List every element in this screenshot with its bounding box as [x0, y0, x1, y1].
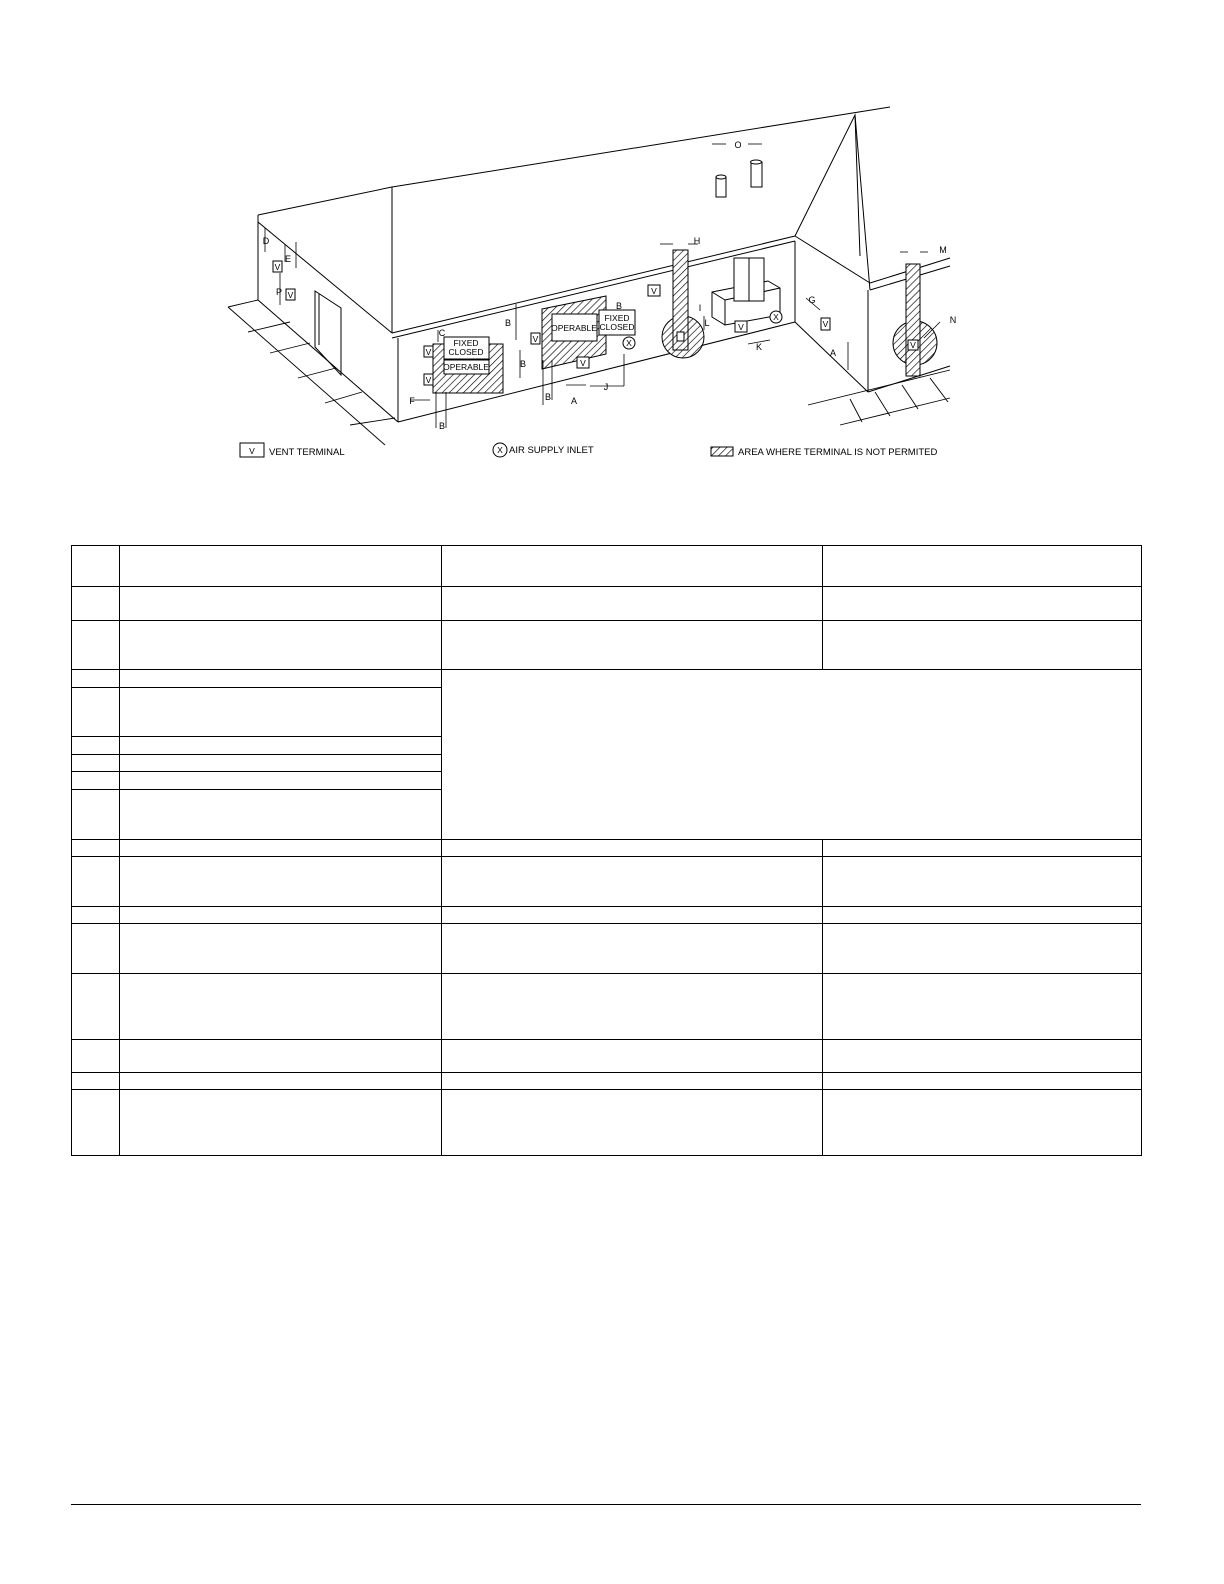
table-cell [120, 688, 442, 737]
clearance-label-n: N [949, 315, 957, 325]
air-supply-inlet-marker [623, 337, 635, 349]
table-cell [442, 670, 1142, 840]
table-cell [72, 1090, 120, 1156]
clearance-label-b: B [615, 301, 623, 311]
table-cell [72, 688, 120, 737]
vent-terminal-marker [531, 333, 540, 344]
svg-text:V: V [532, 334, 539, 344]
clearance-label-f: F [409, 396, 415, 406]
svg-text:X: X [626, 338, 632, 348]
table-cell [823, 924, 1142, 974]
vent-clearance-diagram [0, 0, 1224, 520]
table-row [72, 1040, 1142, 1073]
clearance-label-b: B [544, 392, 552, 402]
table-row [72, 1073, 1142, 1090]
clearance-label-o: O [734, 140, 742, 150]
table-cell [72, 790, 120, 840]
table-row [72, 974, 1142, 1040]
table-cell [120, 670, 442, 688]
table-cell [442, 974, 823, 1040]
legend-vent-terminal-label: VENT TERMINAL [269, 447, 345, 458]
table-cell [72, 840, 120, 857]
vent-clearance-table [71, 545, 1142, 1156]
dimension-lines [262, 144, 940, 428]
vent-terminal-marker [908, 340, 918, 350]
legend-air-supply-inlet-label: AIR SUPPLY INLET [509, 445, 594, 456]
svg-text:V: V [580, 358, 586, 368]
clearance-label-h: H [693, 236, 701, 246]
vent-terminal-marker [821, 318, 830, 330]
table-cell [72, 1073, 120, 1090]
table-cell [72, 772, 120, 790]
table-cell [120, 790, 442, 840]
table-cell [823, 1040, 1142, 1073]
table-row [72, 840, 1142, 857]
legend-not-permitted [711, 447, 937, 458]
table-cell [120, 1073, 442, 1090]
table-row [72, 857, 1142, 907]
table-row [72, 924, 1142, 974]
legend-air-supply-inlet [493, 443, 594, 457]
table-cell [72, 924, 120, 974]
table-cell [72, 737, 120, 755]
table-row [72, 621, 1142, 670]
table-cell [120, 840, 442, 857]
svg-text:V: V [425, 375, 432, 385]
table-cell [442, 621, 823, 670]
clearance-label-j: J [603, 382, 609, 392]
table-cell [442, 857, 823, 907]
table-cell [823, 1073, 1142, 1090]
vent-terminal-marker [577, 357, 589, 368]
table-cell [72, 1040, 120, 1073]
table-cell [72, 670, 120, 688]
table-cell [823, 857, 1142, 907]
table-cell [72, 907, 120, 924]
table-cell [72, 587, 120, 621]
svg-text:X: X [497, 445, 503, 455]
operable-label: OPERABLE [443, 362, 489, 372]
table-cell [72, 974, 120, 1040]
table-cell [120, 924, 442, 974]
roof-vents [716, 160, 762, 197]
clearance-label-m: M [939, 245, 947, 255]
table-cell [442, 1090, 823, 1156]
air-supply-inlet-marker [770, 311, 782, 323]
svg-text:V: V [425, 347, 432, 357]
table-cell [120, 857, 442, 907]
legend-not-permitted-label: AREA WHERE TERMINAL IS NOT PERMITED [738, 447, 938, 458]
table-cell [823, 587, 1142, 621]
legend-vent-terminal [240, 443, 345, 458]
fixed-closed-label: FIXED [453, 338, 479, 348]
table-cell [72, 755, 120, 772]
table-cell [120, 1040, 442, 1073]
table-cell [442, 1040, 823, 1073]
clearance-label-d: D [262, 236, 270, 246]
svg-text:V: V [287, 290, 294, 300]
operable-label: OPERABLE [551, 323, 597, 333]
table-cell [120, 1090, 442, 1156]
clearance-label-b: B [438, 421, 446, 431]
fixed-closed-label: FIXED [604, 313, 630, 323]
svg-text:V: V [249, 446, 255, 456]
window-left [433, 337, 503, 393]
clearance-label-a: A [570, 396, 578, 406]
clearance-label-g: G [808, 295, 816, 305]
vent-terminal-marker [735, 321, 747, 332]
fixed-closed-label: CLOSED [448, 347, 484, 357]
clearance-label-b: B [504, 318, 512, 328]
svg-text:V: V [651, 286, 657, 296]
table-cell [72, 621, 120, 670]
table-cell [120, 737, 442, 755]
table-cell [823, 546, 1142, 587]
table-row [72, 907, 1142, 924]
clearance-label-b: B [519, 359, 527, 369]
clearance-label-c: C [438, 328, 446, 338]
table-cell [823, 621, 1142, 670]
table-cell [823, 907, 1142, 924]
svg-text:V: V [822, 319, 829, 329]
table-cell [120, 772, 442, 790]
vent-terminal-marker [286, 289, 295, 300]
table-cell [120, 621, 442, 670]
svg-text:V: V [274, 262, 281, 272]
porch [712, 258, 780, 325]
table-cell [120, 546, 442, 587]
vent-terminal-marker [273, 261, 282, 272]
fixed-closed-label: CLOSED [599, 322, 635, 332]
svg-text:V: V [738, 322, 744, 332]
table-cell [442, 840, 823, 857]
svg-text:V: V [910, 340, 916, 350]
clearance-label-k: K [755, 342, 763, 352]
table-cell [442, 587, 823, 621]
table-cell [442, 1073, 823, 1090]
table-row [72, 587, 1142, 621]
svg-text:X: X [773, 312, 779, 322]
clearance-label-i: I [698, 303, 702, 313]
vent-terminal-marker [424, 374, 433, 385]
clearance-label-e: E [284, 254, 292, 264]
clearance-label-a: A [829, 348, 837, 358]
table-cell [120, 587, 442, 621]
table-cell [120, 974, 442, 1040]
table-cell [72, 546, 120, 587]
table-row [72, 546, 1142, 587]
table-cell [823, 840, 1142, 857]
clearance-label-p: P [275, 287, 283, 297]
table-cell [442, 546, 823, 587]
table-cell [120, 907, 442, 924]
vent-terminal-marker [424, 346, 433, 357]
table-cell [823, 1090, 1142, 1156]
table-cell [120, 755, 442, 772]
table-cell [442, 907, 823, 924]
table-cell [823, 974, 1142, 1040]
clearance-label-l: L [704, 318, 710, 328]
table-cell [72, 857, 120, 907]
footer-rule [71, 1504, 1141, 1505]
table-row [72, 670, 1142, 688]
table-cell [442, 924, 823, 974]
legend [240, 443, 937, 458]
table-row [72, 1090, 1142, 1156]
vent-terminal-marker [648, 285, 660, 296]
